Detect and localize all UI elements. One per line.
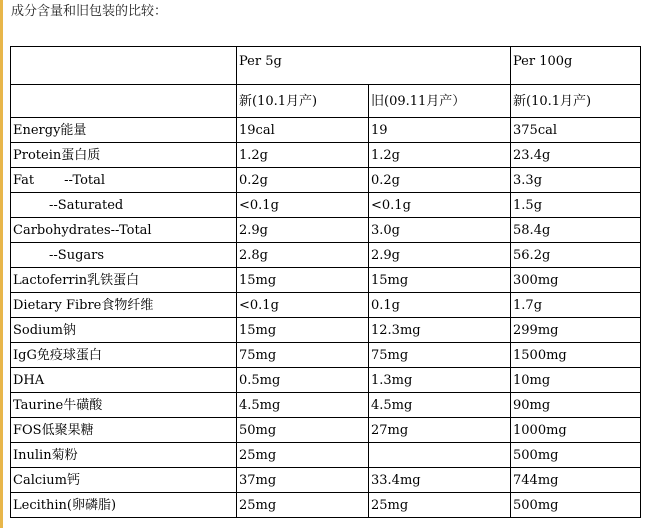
nutrient-name-cell bbox=[11, 168, 237, 193]
value-old-5g: <0.1g bbox=[369, 193, 511, 218]
value-new-5g: 1.2g bbox=[237, 143, 369, 168]
subheader-new-package: 新(10.1月产) bbox=[237, 85, 369, 118]
value-old-5g: 3.0g bbox=[369, 218, 511, 243]
table-row bbox=[11, 168, 641, 193]
table-row bbox=[11, 218, 641, 243]
table-subheader-row bbox=[11, 85, 641, 118]
table-row bbox=[11, 268, 641, 293]
value-per-100g: 23.4g bbox=[511, 143, 641, 168]
value-per-100g: 1000mg bbox=[511, 418, 641, 443]
value-new-5g: 19cal bbox=[237, 118, 369, 143]
nutrient-name: Lactoferrin乳铁蛋白 bbox=[11, 268, 237, 293]
value-new-5g: 37mg bbox=[237, 468, 369, 493]
value-old-5g: 27mg bbox=[369, 418, 511, 443]
header-empty-cell bbox=[11, 47, 237, 85]
table-row bbox=[11, 393, 641, 418]
nutrient-name: --Sugars bbox=[11, 243, 237, 268]
value-per-100g: 744mg bbox=[511, 468, 641, 493]
nutrient-subname: --Total bbox=[64, 172, 106, 188]
value-per-100g: 500mg bbox=[511, 493, 641, 518]
value-new-5g: 2.9g bbox=[237, 218, 369, 243]
value-new-5g: 25mg bbox=[237, 443, 369, 468]
value-per-100g: 58.4g bbox=[511, 218, 641, 243]
value-per-100g: 56.2g bbox=[511, 243, 641, 268]
value-per-100g: 300mg bbox=[511, 268, 641, 293]
value-new-5g: 25mg bbox=[237, 493, 369, 518]
table-row bbox=[11, 493, 641, 518]
nutrient-name: Dietary Fibre食物纤维 bbox=[11, 293, 237, 318]
value-per-100g: 500mg bbox=[511, 443, 641, 468]
value-new-5g: 50mg bbox=[237, 418, 369, 443]
table-row bbox=[11, 468, 641, 493]
nutrient-name: FOS低聚果糖 bbox=[11, 418, 237, 443]
subheader-empty-cell bbox=[11, 85, 237, 118]
value-per-100g: 375cal bbox=[511, 118, 641, 143]
nutrient-name: Inulin菊粉 bbox=[11, 443, 237, 468]
table-row bbox=[11, 118, 641, 143]
nutrient-name: Energy能量 bbox=[11, 118, 237, 143]
table-row bbox=[11, 318, 641, 343]
value-old-5g: 15mg bbox=[369, 268, 511, 293]
value-old-5g: 1.3mg bbox=[369, 368, 511, 393]
table-row bbox=[11, 243, 641, 268]
nutrient-name: Calcium钙 bbox=[11, 468, 237, 493]
value-old-5g: 19 bbox=[369, 118, 511, 143]
table-row bbox=[11, 193, 641, 218]
value-new-5g: 0.2g bbox=[237, 168, 369, 193]
table-row bbox=[11, 368, 641, 393]
value-per-100g: 90mg bbox=[511, 393, 641, 418]
value-per-100g: 299mg bbox=[511, 318, 641, 343]
value-old-5g: 0.1g bbox=[369, 293, 511, 318]
value-per-100g: 3.3g bbox=[511, 168, 641, 193]
left-accent-bar bbox=[0, 0, 3, 528]
nutrition-comparison-table bbox=[10, 46, 641, 518]
value-per-100g: 1.7g bbox=[511, 293, 641, 318]
value-per-100g: 1.5g bbox=[511, 193, 641, 218]
page-heading: 成分含量和旧包装的比较： bbox=[11, 4, 168, 19]
value-new-5g: 75mg bbox=[237, 343, 369, 368]
nutrient-name: Fat bbox=[13, 172, 35, 188]
table-row bbox=[11, 418, 641, 443]
table-header-row bbox=[11, 47, 641, 85]
nutrient-name: Lecithin(卵磷脂) bbox=[11, 493, 237, 518]
value-new-5g: <0.1g bbox=[237, 293, 369, 318]
nutrient-name: Sodium钠 bbox=[11, 318, 237, 343]
value-old-5g: 0.2g bbox=[369, 168, 511, 193]
header-per-5g: Per 5g bbox=[237, 47, 511, 85]
table-row bbox=[11, 443, 641, 468]
nutrient-name: IgG免疫球蛋白 bbox=[11, 343, 237, 368]
value-new-5g: 2.8g bbox=[237, 243, 369, 268]
value-per-100g: 1500mg bbox=[511, 343, 641, 368]
nutrient-name: Taurine牛磺酸 bbox=[11, 393, 237, 418]
nutrient-name: DHA bbox=[11, 368, 237, 393]
nutrient-name: Carbohydrates--Total bbox=[11, 218, 237, 243]
value-new-5g: 15mg bbox=[237, 318, 369, 343]
value-old-5g: 4.5mg bbox=[369, 393, 511, 418]
nutrient-name: --Saturated bbox=[11, 193, 237, 218]
value-old-5g: 2.9g bbox=[369, 243, 511, 268]
table-row bbox=[11, 293, 641, 318]
subheader-new-package-100g: 新(10.1月产) bbox=[511, 85, 641, 118]
value-per-100g: 10mg bbox=[511, 368, 641, 393]
value-new-5g: <0.1g bbox=[237, 193, 369, 218]
value-old-5g: 25mg bbox=[369, 493, 511, 518]
table-row bbox=[11, 343, 641, 368]
value-new-5g: 15mg bbox=[237, 268, 369, 293]
value-new-5g: 0.5mg bbox=[237, 368, 369, 393]
value-old-5g: 12.3mg bbox=[369, 318, 511, 343]
subheader-old-package: 旧(09.11月产） bbox=[369, 85, 511, 118]
value-old-5g: 1.2g bbox=[369, 143, 511, 168]
value-old-5g bbox=[369, 443, 511, 468]
value-old-5g: 33.4mg bbox=[369, 468, 511, 493]
value-new-5g: 4.5mg bbox=[237, 393, 369, 418]
table-row bbox=[11, 143, 641, 168]
header-per-100g: Per 100g bbox=[511, 47, 641, 85]
nutrient-name: Protein蛋白质 bbox=[11, 143, 237, 168]
value-old-5g: 75mg bbox=[369, 343, 511, 368]
